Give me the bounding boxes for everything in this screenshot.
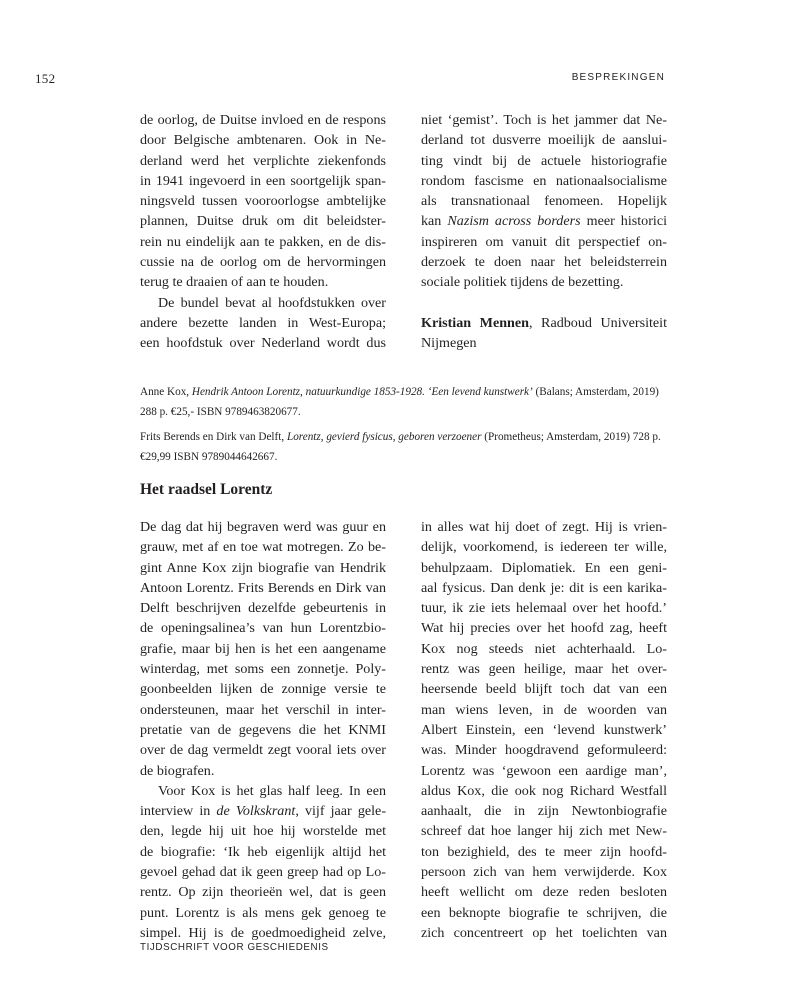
text-line: winterdag, met soms een zonnetje. Poly- (140, 661, 386, 678)
text-line: pretatie van de gegevens die het KNMI (140, 721, 386, 738)
text-line: Albert Einstein, een ‘levend kunstwerk’ (421, 721, 667, 738)
text-line: delijk, voorkomend, is iedereen ter wille, (421, 539, 667, 556)
review-left-column (140, 517, 386, 943)
text-line: derzoek te doen naar het beleidsterrein (421, 254, 667, 271)
text-line: was. Minder hoogdravend geformuleerd: (421, 742, 667, 759)
text-line: cussie na de oorlog om de hervormingen (140, 254, 386, 271)
text-line: de oorlog, de Duitse invloed en de respons (140, 112, 386, 128)
text-line: goonbeelden lijken de zonnige versie te (140, 681, 386, 698)
text-line: de biografie: ‘Ik heb eigenlijk altijd het (140, 843, 386, 860)
text-line: sociale politiek tijdens de bezetting. (421, 274, 624, 291)
paragraph (140, 293, 386, 354)
text-line: in alles wat hij doet of zegt. Hij is vrien- (421, 519, 667, 535)
reviewer-name: Kristian Mennen (421, 314, 529, 331)
text-line: derland tot dusverre moeilijk de aanslui- (421, 132, 667, 149)
review-right-column (421, 517, 667, 943)
paragraph (140, 110, 386, 293)
paragraph (421, 110, 667, 293)
text-line: niet ‘gemist’. Toch is het jammer dat Ne- (421, 112, 667, 128)
previous-review-left-column (140, 110, 386, 354)
paragraph (421, 517, 667, 943)
text-line: ondersteunen, maar het verschil in inter- (140, 701, 386, 718)
text-line: Antoon Lorentz. Frits Berends en Dirk van (140, 579, 386, 596)
text-line: de biografen. (140, 762, 215, 779)
book-reference (140, 383, 670, 422)
text-line: terug te draaien of aan te houden. (140, 274, 329, 291)
text-line: rein nu eindelijk aan te pakken, en de dis- (140, 233, 386, 250)
text-line: grauw, met af en toe wat motregen. Zo be- (140, 539, 386, 556)
text-line: een hoofdstuk over Nederland wordt dus (140, 335, 386, 352)
reference-details: (Balans; Amsterdam, 2019) 288 p. €25,- ISBN 9789463820677. (140, 386, 659, 418)
text-line: heersende beeld blijft toch dat van een (421, 681, 667, 698)
text-line: Wat hij precies over het hoofd zag, heeft (421, 620, 667, 637)
text-line: simpel. Hij is de goedmoedigheid zelve, (140, 924, 386, 941)
text-line: aanhaalt, die in zijn Newtonbiografie (421, 803, 667, 820)
reviewer-affiliation-city: Nijmegen (421, 334, 477, 351)
text-line: rentz was geen heilige, maar het over- (421, 661, 667, 678)
text-line (421, 313, 667, 333)
text-line: ting vindt bij de actuele historiografie (421, 152, 667, 169)
text-line: Lorentz was ‘gewoon een aardige man’, (421, 762, 667, 779)
text-line: Voor Kox is het glas half leeg. In een (158, 782, 386, 799)
text-line: De dag dat hij begraven werd was guur en (140, 519, 386, 535)
page-number: 152 (35, 71, 56, 86)
previous-review-right-column (421, 110, 667, 353)
text-line: zich concentreert op het toelichten van (421, 924, 667, 941)
paragraph (140, 781, 386, 943)
text-line: persoon zich van hem verwijderde. Kox (421, 864, 667, 881)
text-line: gint Anne Kox zijn biografie van Hendrik (140, 559, 386, 576)
text: interview in (140, 803, 217, 820)
text-line: gevoel gehad dat ik geen greep had op Lo- (140, 864, 386, 881)
text-line (421, 211, 667, 231)
text-line: aldus Kox, die ook nog Richard Westfall (421, 782, 667, 799)
text-line: heeft wellicht om deze reden besloten (421, 884, 667, 901)
text-line: door Belgische ambtenaren. Ook in Ne- (140, 132, 386, 149)
paragraph (140, 517, 386, 781)
reviewer-signature (421, 313, 667, 354)
text-line (140, 801, 386, 821)
text-line: rentz. Op zijn theorieën wel, dat is geen (140, 884, 386, 901)
reference-title: Lorentz, gevierd fysicus, geboren verzoener (286, 431, 482, 443)
journal-footer: TIJDSCHRIFT VOOR GESCHIEDENIS (140, 942, 329, 953)
text-line: behulpzaam. Diplomatiek. En een geni- (421, 559, 667, 576)
book-reference (140, 428, 670, 467)
text-line: inspireren om vanuit dit perspectief on- (421, 233, 667, 250)
text-line: punt. Lorentz is als mens gek genoeg te (140, 904, 386, 921)
text-line: Delft beschrijven dezelfde gebeurtenis in (140, 600, 386, 617)
text: , vijf jaar gele- (295, 803, 387, 820)
text-line: andere bezette landen in West-Europa; (140, 314, 386, 331)
reviewer-affiliation: , Radboud Universiteit (528, 314, 668, 331)
text-line: ningsveld tussen vooroorlogse ambtelijke (140, 193, 386, 210)
text: meer historici (580, 213, 668, 230)
text-line: een beknopte biografie te schrijven, die (421, 904, 667, 921)
text-line: Kox nog steeds niet achterhaald. Lo- (421, 640, 667, 657)
reference-title: Hendrik Antoon Lorentz, natuurkundige 1853-1928. ‘Een levend kunstwerk’ (191, 386, 533, 398)
newspaper-title-italic: de Volkskrant (216, 803, 296, 820)
book-references (140, 383, 670, 473)
reference-authors: Frits Berends en Dirk van Delft, (140, 431, 287, 443)
text-line: ton bezighield, des te meer zijn hoofd- (421, 843, 667, 860)
running-head: BESPREKINGEN (571, 72, 665, 83)
book-title-italic: Nazism across borders (447, 213, 581, 230)
text-line: tuur, ik zie iets helemaal over het hoofd.’ (421, 600, 667, 617)
text-line: plannen, Duitse druk om dit beleidster- (140, 213, 386, 230)
text-line: schreef dat hoe langer hij zich met New- (421, 823, 667, 840)
text-line: derland werd het verplichte ziekenfonds (140, 152, 386, 169)
reference-authors: Anne Kox, (140, 386, 192, 398)
text-line: De bundel bevat al hoofdstukken over (158, 294, 386, 311)
reference-details: (Prometheus; Amsterdam, 2019) 728 p. €29,99 ISBN 9789044642667. (140, 431, 661, 463)
text: kan (421, 213, 448, 230)
text-line: over de dag vermeldt zegt vooral iets over (140, 742, 386, 759)
text-line: den, legde hij uit hoe hij worstelde met (140, 823, 386, 840)
text-line: man wiens leven, in de woorden van (421, 701, 667, 718)
text-line: grafie, maar bij hen is het een aangename (140, 640, 386, 657)
text-line: de openingsalinea’s van hun Lorentzbio- (140, 620, 386, 637)
text-line: in 1941 ingevoerd in een soortgelijk span- (140, 172, 386, 189)
text-line: rondom fascisme en nationaalsocialisme (421, 172, 667, 189)
text-line: aal fysicus. Dan denk je: dit is een karika- (421, 579, 667, 596)
review-title: Het raadsel Lorentz (140, 481, 273, 498)
text-line: als transnationaal fenomeen. Hopelijk (421, 193, 667, 210)
